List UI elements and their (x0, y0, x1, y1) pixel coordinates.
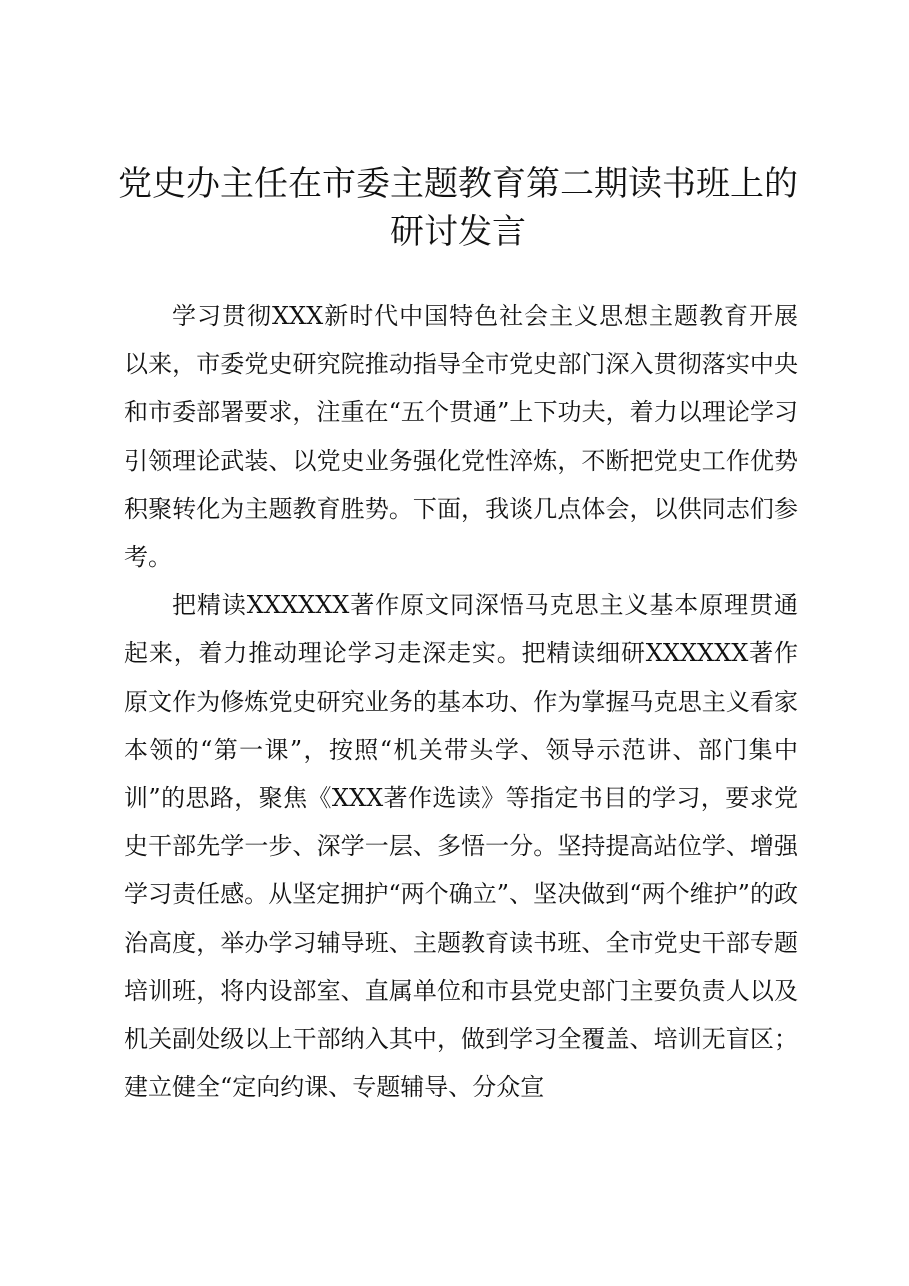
paragraph-1: 学习贯彻XXX新时代中国特色社会主义思想主题教育开展以来，市委党史研究院推动指导全市党史部门深入贯彻落实中央和市委部署要求，注重在“五个贯通”上下功夫，着力以理论学习引领理论武装、以党史业务强化党性淬炼，不断把党史工作优势积聚转化为主题教育胜势。下面，我谈几点体会，以供同志们参考。 (124, 302, 798, 572)
document-body (124, 292, 798, 1111)
title-line-2: 研讨发言 (390, 212, 526, 252)
document-title (118, 160, 798, 256)
title-line-1: 党史办主任在市委主题教育第二期读书班上的 (118, 164, 798, 204)
paragraph-2: 把精读XXXXXX著作原文同深悟马克思主义基本原理贯通起来，着力推动理论学习走深走实。把精读细研XXXXXX著作原文作为修炼党史研究业务的基本功、作为掌握马克思主义看家本领的“第一课”，按照“机关带头学、领导示范讲、部门集中训”的思路，聚焦《XXX著作选读》等指定书目的学习，要求党史干部先学一步、深学一层、多悟一分。坚持提高站位学、增强学习责任感。从坚定拥护“两个确立”、坚决做到“两个维护”的政治高度，举办学习辅导班、主题教育读书班、全市党史干部专题培训班，将内设部室、直属单位和市县党史部门主要负责人以及机关副处级以上干部纳入其中，做到学习全覆盖、培训无盲区；建立健全“定向约课、专题辅导、分众宣 (124, 591, 798, 1102)
